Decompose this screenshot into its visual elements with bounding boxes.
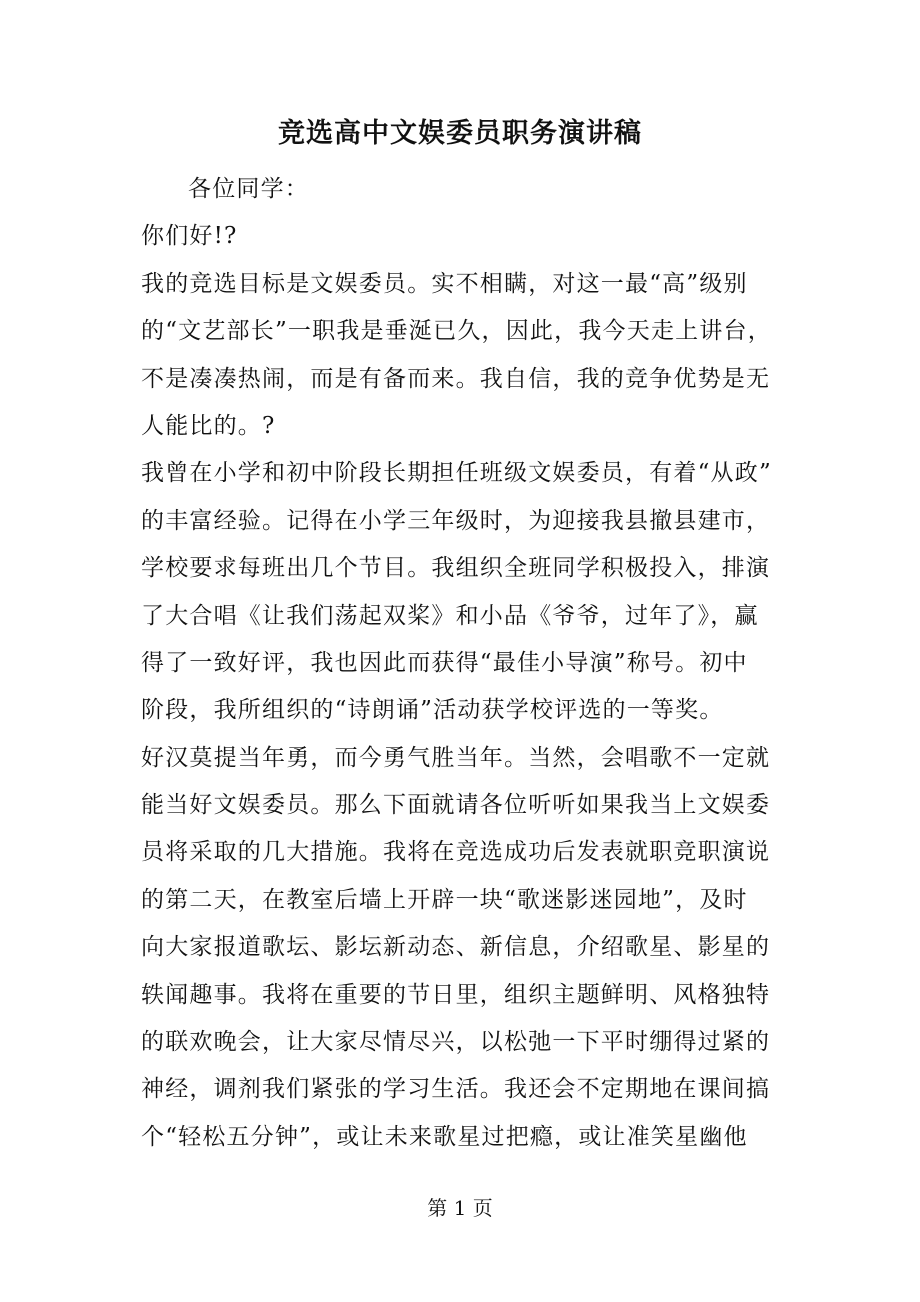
text-line: 个“轻松五分钟”，或让未来歌星过把瘾，或让准笑星幽他	[141, 1123, 748, 1150]
text-line: 学校要求每班出几个节目。我组织全班同学积极投入，排演	[141, 555, 771, 582]
text-line: 了大合唱《让我们荡起双桨》和小品《爷爷，过年了》，赢	[141, 602, 759, 629]
text-line: 的第二天，在教室后墙上开辟一块“歌迷影迷园地”，及时	[141, 886, 748, 913]
text-line: 轶闻趣事。我将在重要的节日里，组织主题鲜明、风格独特	[141, 981, 771, 1008]
text-line: 神经，调剂我们紧张的学习生活。我还会不定期地在课间搞	[141, 1076, 771, 1103]
text-line-salutation: 各位同学：	[188, 176, 309, 202]
text-line: 不是凑凑热闹，而是有备而来。我自信，我的竞争优势是无	[141, 365, 771, 392]
text-line: 员将采取的几大措施。我将在竞选成功后发表就职竞职演说	[141, 839, 771, 866]
text-line: 人能比的。?	[141, 412, 276, 439]
text-line: 阶段，我所组织的“诗朗诵”活动获学校评选的一等奖。	[141, 697, 724, 724]
text-line: 得了一致好评，我也因此而获得“最佳小导演”称号。初中	[141, 649, 748, 676]
text-line: 我曾在小学和初中阶段长期担任班级文娱委员，有着“从政”	[141, 460, 772, 487]
text-line: 我的竞选目标是文娱委员。实不相瞒，对这一最“高”级别	[141, 270, 748, 297]
page-number: 第 1 页	[427, 1196, 493, 1220]
text-line: 能当好文娱委员。那么下面就请各位听听如果我当上文娱委	[141, 792, 771, 819]
text-line: 的联欢晚会，让大家尽情尽兴，以松弛一下平时绷得过紧的	[141, 1029, 771, 1056]
text-line: 的“文艺部长”一职我是垂涎已久，因此，我今天走上讲台，	[141, 318, 772, 345]
text-line: 向大家报道歌坛、影坛新动态、新信息，介绍歌星、影星的	[141, 934, 771, 961]
text-line: 你们好!?	[141, 223, 238, 250]
document-title: 竞选高中文娱委员职务演讲稿	[278, 118, 642, 149]
document-body	[141, 166, 791, 1161]
text-line: 好汉莫提当年勇，而今勇气胜当年。当然，会唱歌不一定就	[141, 744, 771, 771]
text-line: 的丰富经验。记得在小学三年级时，为迎接我县撤县建市，	[141, 507, 771, 534]
